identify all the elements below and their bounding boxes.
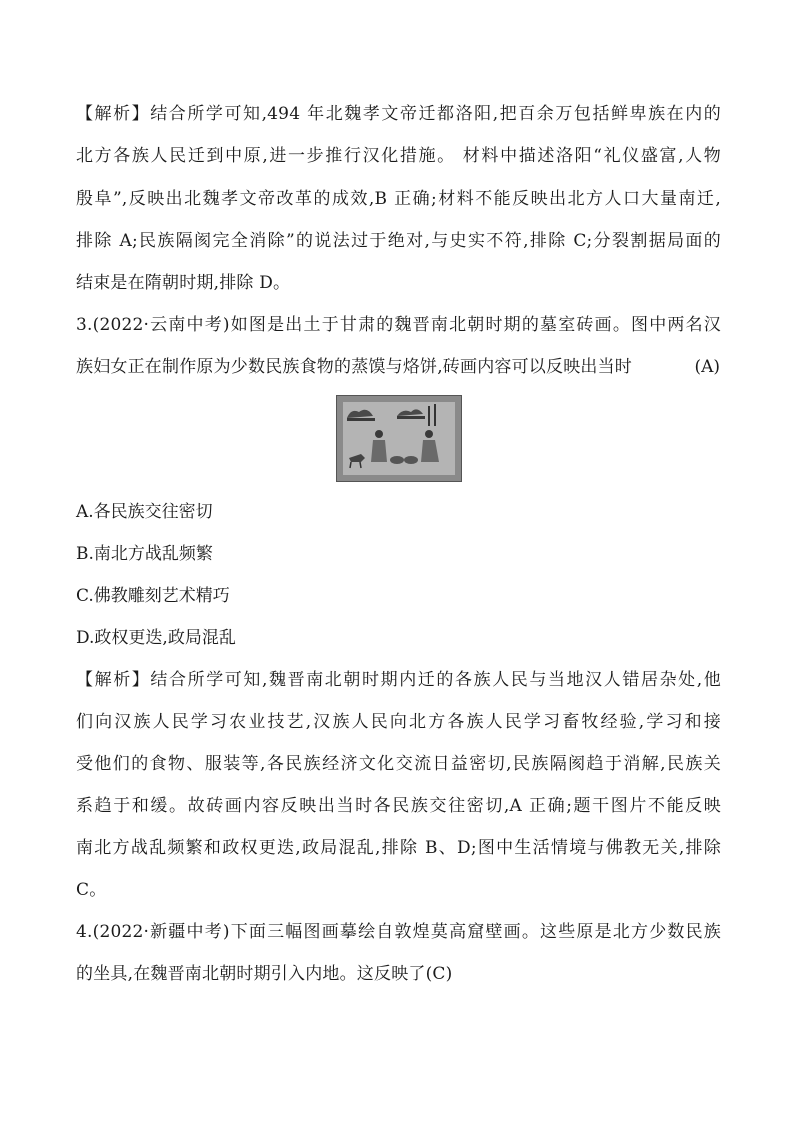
q3-option-b: B.南北方战乱频繁 [76, 544, 213, 564]
brick-painting-illustration [337, 396, 461, 481]
q3-analysis-line-3: 受他们的食物、服装等,各民族经济文化交流日益密切,民族隔阂趋于消解,民族关 [76, 754, 721, 774]
q3-stem-text: 族妇女正在制作原为少数民族食物的蒸馍与烙饼,砖画内容可以反映出当时 [76, 357, 633, 377]
analysis-line-2: 北方各族人民迁到中原,进一步推行汉化措施。 材料中描述洛阳“礼仪盛富,人物 [76, 146, 721, 166]
brick-painting-image [336, 395, 462, 482]
q3-analysis-tag: 【解析】 [76, 670, 151, 690]
q4-stem-line-2: 的坐具,在魏晋南北朝时期引入内地。这反映了(C) [76, 964, 453, 984]
q3-analysis-text: 结合所学可知,魏晋南北朝时期内迁的各族人民与当地汉人错居杂处,他 [150, 670, 721, 690]
q4-stem-line-1: 4.(2022·新疆中考)下面三幅图画摹绘自敦煌莫高窟壁画。这些原是北方少数民族 [76, 922, 721, 942]
q3-option-d: D.政权更迭,政局混乱 [76, 628, 236, 648]
q3-analysis-line-4: 系趋于和缓。故砖画内容反映出当时各民族交往密切,A 正确;题干图片不能反映 [76, 796, 721, 816]
q3-option-a: A.各民族交往密切 [76, 502, 213, 522]
analysis-line-1 [76, 102, 721, 126]
q3-analysis-line-5: 南北方战乱频繁和政权更迭,政局混乱,排除 B、D;图中生活情境与佛教无关,排除 [76, 838, 721, 858]
q3-option-c: C.佛教雕刻艺术精巧 [76, 586, 230, 606]
analysis-line-3: 殷阜”,反映出北魏孝文帝改革的成效,B 正确;材料不能反映出北方人口大量南迁, [76, 189, 721, 209]
analysis-tag: 【解析】 [76, 104, 151, 124]
q3-analysis-line-6: C。 [76, 880, 107, 900]
analysis-line-5: 结束是在隋朝时期,排除 D。 [76, 273, 291, 293]
q3-answer: (A) [694, 357, 720, 377]
q3-analysis-line-2: 们向汉族人民学习农业技艺,汉族人民向北方各族人民学习畜牧经验,学习和接 [76, 712, 721, 732]
q3-analysis-line-1 [76, 668, 721, 692]
analysis-line-4: 排除 A;民族隔阂完全消除”的说法过于绝对,与史实不符,排除 C;分裂割据局面的 [76, 231, 721, 251]
q3-stem-line-2 [76, 355, 676, 379]
analysis-text: 结合所学可知,494 年北魏孝文帝迁都洛阳,把百余万包括鲜卑族在内的 [150, 104, 721, 124]
q3-stem-line-1: 3.(2022·云南中考)如图是出土于甘肃的魏晋南北朝时期的墓室砖画。图中两名汉 [76, 315, 721, 335]
